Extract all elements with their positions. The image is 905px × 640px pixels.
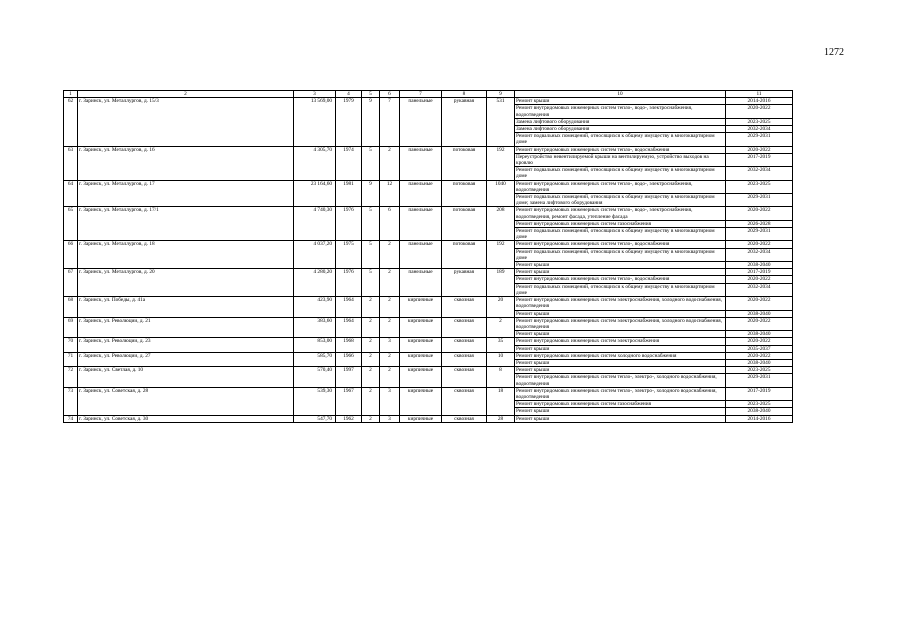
floor-count: 5 <box>362 269 380 297</box>
row-number: 67 <box>64 269 78 297</box>
total-area: 539,30 <box>294 387 336 415</box>
work-description: Ремонт крыши <box>515 331 726 338</box>
house-address: г. Заринск, ул. Металлургов, д. 17/1 <box>78 207 294 241</box>
total-area: 13 569,00 <box>294 98 336 146</box>
work-description: Ремонт подвальных помещений, относящихся к общему имуществу в многоквартирном доме <box>515 133 726 146</box>
table-row <box>64 338 793 345</box>
page-number: 1272 <box>824 47 844 58</box>
work-description: Ремонт внутридомовых инженерных систем газоснабжения <box>515 401 726 408</box>
work-description: Ремонт внутридомовых инженерных систем электроснабжения <box>515 338 726 345</box>
entrance-count: 2 <box>380 367 400 388</box>
wall-material: кирпичные <box>400 387 442 415</box>
row-number: 62 <box>64 98 78 146</box>
resident-count: 35 <box>487 338 515 352</box>
work-period: 2020-2022 <box>726 276 793 283</box>
house-address: г. Заринск, ул. Светлая, д. 10 <box>78 367 294 388</box>
row-number: 70 <box>64 338 78 352</box>
work-description: Ремонт крыши <box>515 269 726 276</box>
work-period: 2023-2025 <box>726 401 793 408</box>
total-area: 4 305,70 <box>294 146 336 180</box>
work-period: 2020-2022 <box>726 352 793 359</box>
work-period: 2023-2025 <box>726 118 793 125</box>
build-year: 1966 <box>336 352 362 366</box>
work-description: Ремонт подвальных помещений, относящихся к общему имуществу в многоквартирном доме <box>515 283 726 296</box>
column-number: 11 <box>726 91 793 98</box>
total-area: 853,00 <box>294 338 336 352</box>
garbage-chute-type: рукавная <box>442 98 487 146</box>
garbage-chute-type: сквозная <box>442 415 487 422</box>
table-row <box>64 269 793 276</box>
resident-count: 1040 <box>487 180 515 207</box>
column-number: 6 <box>380 91 400 98</box>
entrance-count: 7 <box>380 98 400 146</box>
build-year: 1962 <box>336 415 362 422</box>
work-period: 2032-2034 <box>726 126 793 133</box>
work-description: Ремонт внутридомовых инженерных систем тепло-, водо-, электроснабжения, водоотведения, ремонт фасада, утепление фасада <box>515 207 726 220</box>
total-area: 23 164,60 <box>294 180 336 207</box>
build-year: 1974 <box>336 146 362 180</box>
work-period: 2014-2016 <box>726 98 793 105</box>
work-description: Ремонт внутридомовых инженерных систем тепло-, водоснабжения <box>515 276 726 283</box>
row-number: 73 <box>64 387 78 415</box>
resident-count: 20 <box>487 297 515 318</box>
floor-count: 2 <box>362 352 380 366</box>
floor-count: 2 <box>362 338 380 352</box>
work-period: 2032-2034 <box>726 248 793 261</box>
column-number: 1 <box>64 91 78 98</box>
work-description: Ремонт крыши <box>515 262 726 269</box>
table-row <box>64 180 793 193</box>
wall-material: панельные <box>400 241 442 269</box>
entrance-count: 2 <box>380 317 400 338</box>
entrance-count: 3 <box>380 387 400 415</box>
housing-repair-table <box>63 90 793 423</box>
table-row <box>64 98 793 105</box>
work-description: Ремонт крыши <box>515 367 726 374</box>
entrance-count: 2 <box>380 297 400 318</box>
work-period: 2038-2040 <box>726 262 793 269</box>
floor-count: 2 <box>362 367 380 388</box>
work-description: Ремонт внутридомовых инженерных систем тепло-, водоснабжения <box>515 241 726 248</box>
entrance-count: 2 <box>380 241 400 269</box>
work-description: Ремонт крыши <box>515 98 726 105</box>
row-number: 72 <box>64 367 78 388</box>
floor-count: 5 <box>362 146 380 180</box>
work-period: 2029-2031 <box>726 133 793 146</box>
wall-material: панельные <box>400 207 442 241</box>
work-description: Ремонт внутридомовых инженерных систем тепло-, водоснабжения <box>515 146 726 153</box>
work-description: Ремонт крыши <box>515 310 726 317</box>
floor-count: 2 <box>362 415 380 422</box>
resident-count: 10 <box>487 352 515 366</box>
floor-count: 9 <box>362 98 380 146</box>
work-period: 2017-2019 <box>726 269 793 276</box>
work-description: Ремонт внутридомовых инженерных систем тепло-, электро-, холодного водоснабжения, водоотведения <box>515 374 726 387</box>
house-address: г. Заринск, ул. Металлургов, д. 18 <box>78 241 294 269</box>
work-period: 2020-2022 <box>726 146 793 153</box>
column-number: 9 <box>487 91 515 98</box>
work-period: 2032-2034 <box>726 167 793 180</box>
row-number: 66 <box>64 241 78 269</box>
row-number: 64 <box>64 180 78 207</box>
work-period: 2023-2025 <box>726 180 793 193</box>
wall-material: кирпичные <box>400 317 442 338</box>
garbage-chute-type: потоковая <box>442 241 487 269</box>
work-period: 2038-2040 <box>726 359 793 366</box>
work-period: 2029-2031 <box>726 228 793 241</box>
floor-count: 2 <box>362 387 380 415</box>
row-number: 74 <box>64 415 78 422</box>
resident-count: 208 <box>487 207 515 241</box>
entrance-count: 3 <box>380 338 400 352</box>
resident-count: 8 <box>487 367 515 388</box>
column-number: 10 <box>515 91 726 98</box>
wall-material: панельные <box>400 269 442 297</box>
work-period: 2038-2040 <box>726 310 793 317</box>
work-description: Переустройство невентилируемой крыши на вентилируемую, устройство выходов на кровлю <box>515 153 726 166</box>
total-area: 4 037,20 <box>294 241 336 269</box>
work-period: 2038-2040 <box>726 408 793 415</box>
table-row <box>64 317 793 330</box>
work-description: Ремонт крыши <box>515 408 726 415</box>
table-row <box>64 241 793 248</box>
column-number-row <box>64 91 793 98</box>
house-address: г. Заринск, ул. Советская, д. 30 <box>78 415 294 422</box>
total-area: 4 740,30 <box>294 207 336 241</box>
build-year: 1968 <box>336 338 362 352</box>
entrance-count: 2 <box>380 352 400 366</box>
work-period: 2020-2022 <box>726 105 793 118</box>
total-area: 547,70 <box>294 415 336 422</box>
table-row <box>64 297 793 310</box>
wall-material: кирпичные <box>400 297 442 318</box>
house-address: г. Заринск, ул. Революции, д. 27 <box>78 352 294 366</box>
build-year: 1964 <box>336 297 362 318</box>
work-description: Ремонт подвальных помещений, относящихся к общему имуществу в многоквартирном доме <box>515 228 726 241</box>
column-number: 8 <box>442 91 487 98</box>
build-year: 1976 <box>336 269 362 297</box>
work-period: 2017-2019 <box>726 387 793 400</box>
table-row <box>64 415 793 422</box>
column-number: 7 <box>400 91 442 98</box>
work-period: 2032-2034 <box>726 283 793 296</box>
work-description: Ремонт внутридомовых инженерных систем тепло-, электро-, холодного водоснабжения, водоотведения <box>515 387 726 400</box>
row-number: 69 <box>64 317 78 338</box>
work-description: Ремонт крыши <box>515 345 726 352</box>
entrance-count: 2 <box>380 269 400 297</box>
entrance-count: 12 <box>380 180 400 207</box>
work-period: 2020-2022 <box>726 317 793 330</box>
resident-count: 18 <box>487 387 515 415</box>
garbage-chute-type: сквозная <box>442 297 487 318</box>
garbage-chute-type: сквозная <box>442 387 487 415</box>
column-number: 4 <box>336 91 362 98</box>
floor-count: 2 <box>362 297 380 318</box>
work-description: Замена лифтового оборудования <box>515 118 726 125</box>
work-period: 2020-2022 <box>726 241 793 248</box>
garbage-chute-type: сквозная <box>442 317 487 338</box>
total-area: 570,40 <box>294 367 336 388</box>
garbage-chute-type: сквозная <box>442 338 487 352</box>
house-address: г. Заринск, ул. Металлургов, д. 20 <box>78 269 294 297</box>
resident-count: 2 <box>487 317 515 338</box>
garbage-chute-type: потоковая <box>442 146 487 180</box>
build-year: 1964 <box>336 317 362 338</box>
work-description: Ремонт подвальных помещений, относящихся к общему имуществу в многоквартирном доме <box>515 167 726 180</box>
work-period: 2020-2022 <box>726 207 793 220</box>
work-period: 2017-2019 <box>726 153 793 166</box>
table-row <box>64 352 793 359</box>
work-period: 2020-2022 <box>726 338 793 345</box>
row-number: 68 <box>64 297 78 318</box>
floor-count: 5 <box>362 241 380 269</box>
column-number: 2 <box>78 91 294 98</box>
work-description: Ремонт внутридомовых инженерных систем тепло-, водо-, электроснабжения, водоотведения <box>515 180 726 193</box>
row-number: 63 <box>64 146 78 180</box>
wall-material: панельные <box>400 98 442 146</box>
work-description: Ремонт внутридомовых инженерных систем газоснабжения <box>515 220 726 227</box>
resident-count: 28 <box>487 415 515 422</box>
work-period: 2023-2025 <box>726 367 793 374</box>
resident-count: 189 <box>487 269 515 297</box>
resident-count: 531 <box>487 98 515 146</box>
garbage-chute-type: потоковая <box>442 180 487 207</box>
entrance-count: 2 <box>380 146 400 180</box>
work-description: Ремонт внутридомовых инженерных систем электроснабжения, холодного водоснабжения, водоотведения <box>515 297 726 310</box>
entrance-count: 3 <box>380 415 400 422</box>
build-year: 1979 <box>336 98 362 146</box>
build-year: 1976 <box>336 207 362 241</box>
wall-material: панельные <box>400 180 442 207</box>
build-year: 1997 <box>336 367 362 388</box>
row-number: 71 <box>64 352 78 366</box>
table-body <box>64 91 793 423</box>
build-year: 1981 <box>336 180 362 207</box>
table-row <box>64 387 793 400</box>
work-description: Ремонт подвальных помещений, относящихся к общему имуществу в многоквартирном доме <box>515 248 726 261</box>
garbage-chute-type: сквозная <box>442 352 487 366</box>
house-address: г. Заринск, ул. Революции, д. 23 <box>78 338 294 352</box>
wall-material: кирпичные <box>400 338 442 352</box>
entrance-count: 6 <box>380 207 400 241</box>
garbage-chute-type: сквозная <box>442 367 487 388</box>
work-description: Ремонт крыши <box>515 415 726 422</box>
work-period: 2014-2016 <box>726 415 793 422</box>
table-row <box>64 207 793 220</box>
wall-material: панельные <box>400 146 442 180</box>
floor-count: 5 <box>362 207 380 241</box>
work-description: Ремонт внутридомовых инженерных систем холодного водоснабжения <box>515 352 726 359</box>
build-year: 1967 <box>336 387 362 415</box>
house-address: г. Заринск, ул. Победы, д. 41а <box>78 297 294 318</box>
house-address: г. Заринск, ул. Революции, д. 21 <box>78 317 294 338</box>
table-row <box>64 146 793 153</box>
table-row <box>64 367 793 374</box>
work-period: 2029-2031 <box>726 194 793 207</box>
house-address: г. Заринск, ул. Металлургов, д. 17 <box>78 180 294 207</box>
garbage-chute-type: рукавная <box>442 269 487 297</box>
build-year: 1975 <box>336 241 362 269</box>
total-area: 423,90 <box>294 297 336 318</box>
work-period: 2020-2022 <box>726 297 793 310</box>
wall-material: кирпичные <box>400 367 442 388</box>
work-period: 2035-2037 <box>726 345 793 352</box>
work-description: Ремонт внутридомовых инженерных систем электроснабжения, холодного водоснабжения, водоотведения <box>515 317 726 330</box>
work-description: Замена лифтового оборудования <box>515 126 726 133</box>
resident-count: 192 <box>487 241 515 269</box>
resident-count: 192 <box>487 146 515 180</box>
column-number: 5 <box>362 91 380 98</box>
wall-material: кирпичные <box>400 415 442 422</box>
row-number: 65 <box>64 207 78 241</box>
total-area: 383,60 <box>294 317 336 338</box>
garbage-chute-type: потоковая <box>442 207 487 241</box>
total-area: 4 280,20 <box>294 269 336 297</box>
floor-count: 9 <box>362 180 380 207</box>
column-number: 3 <box>294 91 336 98</box>
work-description: Ремонт подвальных помещений, относящихся к общему имуществу в многоквартирном доме; замена лифтового оборудования <box>515 194 726 207</box>
work-period: 2038-2040 <box>726 331 793 338</box>
house-address: г. Заринск, ул. Металлургов, д. 15/3 <box>78 98 294 146</box>
house-address: г. Заринск, ул. Советская, д. 28 <box>78 387 294 415</box>
house-address: г. Заринск, ул. Металлургов, д. 16 <box>78 146 294 180</box>
work-description: Ремонт внутридомовых инженерных систем тепло-, водо-, электроснабжения, водоотведения <box>515 105 726 118</box>
work-description: Ремонт крыши <box>515 359 726 366</box>
wall-material: кирпичные <box>400 352 442 366</box>
total-area: 585,70 <box>294 352 336 366</box>
floor-count: 2 <box>362 317 380 338</box>
work-period: 2029-2031 <box>726 374 793 387</box>
work-period: 2026-2028 <box>726 220 793 227</box>
